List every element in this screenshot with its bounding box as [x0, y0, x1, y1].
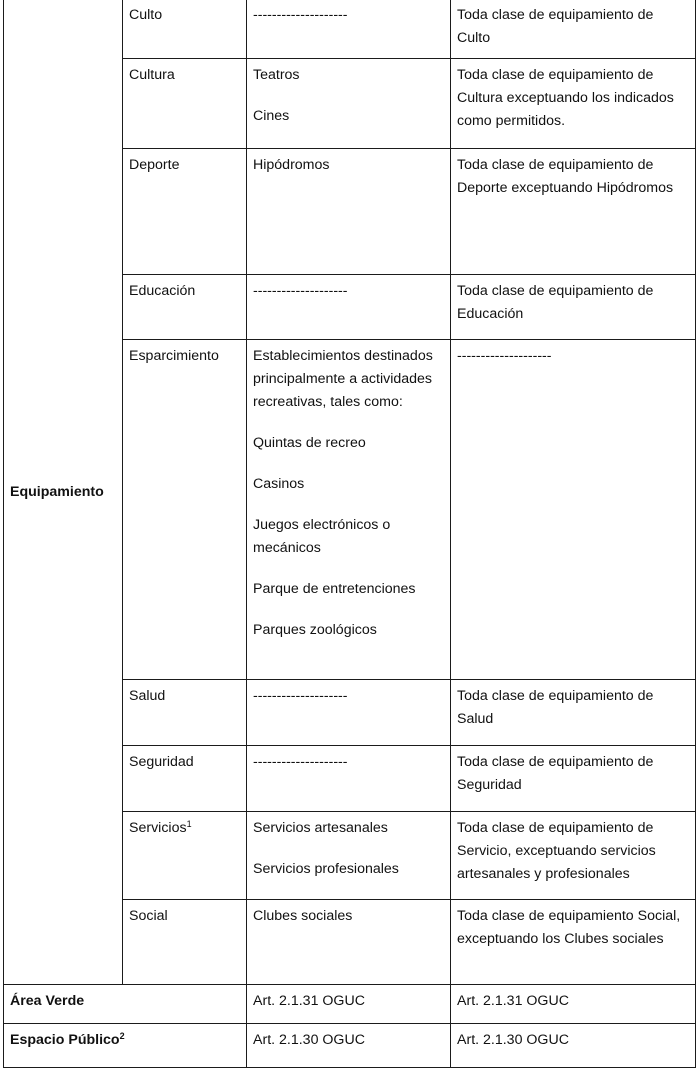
subcategory-cell: Salud — [123, 680, 247, 746]
permitted-cell: -------------------- — [247, 746, 451, 812]
permitted-cell: Hipódromos — [247, 149, 451, 275]
prohibited-cell: Toda clase de equipamiento de Salud — [451, 680, 696, 746]
permitted-cell: Establecimientos destinados principalmente a actividades recreativas, tales como: Quintas de recreo Casinos Juegos electrónicos o mecánicos Parque de entretenciones Parques zoológicos — [247, 340, 451, 680]
permitted-cell: Servicios artesanales Servicios profesionales — [247, 812, 451, 900]
table-row — [4, 1024, 696, 1068]
prohibited-cell: Toda clase de equipamiento de Cultura exceptuando los indicados como permitidos. — [451, 59, 696, 149]
permitted-cell: Teatros Cines — [247, 59, 451, 149]
prohibited-cell: Toda clase de equipamiento de Educación — [451, 275, 696, 340]
prohibited-cell: Toda clase de equipamiento de Deporte exceptuando Hipódromos — [451, 149, 696, 275]
subcategory-cell: Cultura — [123, 59, 247, 149]
permitted-cell: Art. 2.1.30 OGUC — [247, 1024, 451, 1068]
espacio-publico-label: Espacio Público$^2$ — [4, 1024, 247, 1068]
prohibited-cell: Toda clase de equipamiento Social, exceptuando los Clubes sociales — [451, 900, 696, 985]
subcategory-cell: Educación — [123, 275, 247, 340]
subcategory-cell: Social — [123, 900, 247, 985]
permitted-cell: -------------------- — [247, 275, 451, 340]
prohibited-cell: Art. 2.1.31 OGUC — [451, 985, 696, 1024]
permitted-cell: Art. 2.1.31 OGUC — [247, 985, 451, 1024]
subcategory-cell: Esparcimiento — [123, 340, 247, 680]
permitted-cell: -------------------- — [247, 0, 451, 59]
prohibited-cell: Toda clase de equipamiento de Servicio, exceptuando servicios artesanales y profesionales — [451, 812, 696, 900]
subcategory-cell: Culto — [123, 0, 247, 59]
category-equipamiento: Equipamiento — [4, 0, 123, 985]
prohibited-cell: Toda clase de equipamiento de Seguridad — [451, 746, 696, 812]
subcategory-cell: Servicios$^1$ — [123, 812, 247, 900]
subcategory-cell: Deporte — [123, 149, 247, 275]
area-verde-label: Área Verde — [4, 985, 247, 1024]
subcategory-cell: Seguridad — [123, 746, 247, 812]
prohibited-cell: Art. 2.1.30 OGUC — [451, 1024, 696, 1068]
prohibited-cell: -------------------- — [451, 340, 696, 680]
permitted-cell: Clubes sociales — [247, 900, 451, 985]
prohibited-cell: Toda clase de equipamiento de Culto — [451, 0, 696, 59]
table-row — [4, 985, 696, 1024]
land-use-table — [3, 0, 696, 1068]
table-row — [4, 0, 696, 59]
permitted-cell: -------------------- — [247, 680, 451, 746]
